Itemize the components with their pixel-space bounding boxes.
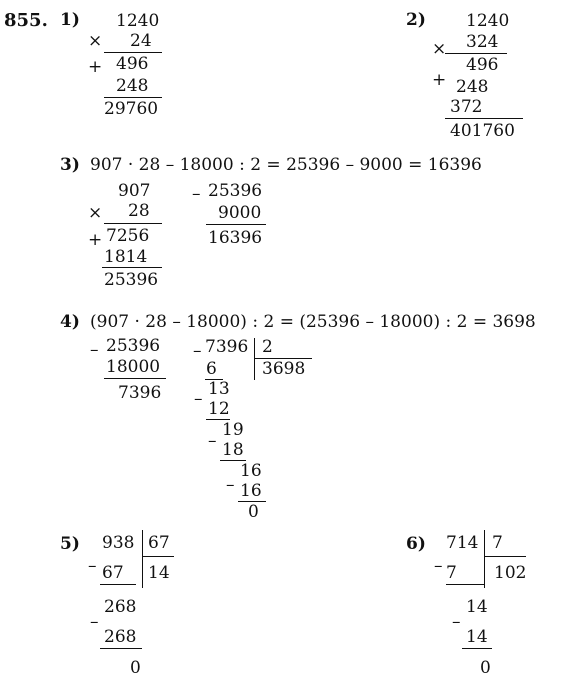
- plus-sign: +: [88, 230, 103, 250]
- p4-step-2: 13: [208, 379, 230, 399]
- p1-line-1: [104, 52, 162, 53]
- minus-sign: –: [193, 341, 202, 361]
- p4-step-1: 6: [206, 359, 217, 379]
- minus-sign: –: [194, 389, 203, 409]
- p2-line-2: [445, 118, 523, 119]
- plus-sign: +: [88, 57, 103, 77]
- p3-mul-result: 25396: [104, 270, 159, 290]
- p4-step-4: 19: [222, 420, 244, 440]
- p1-multiplicand: 1240: [116, 11, 160, 31]
- p3-sub-line: [206, 224, 266, 225]
- p4-sub-line: [104, 378, 166, 379]
- p4-step-7: 16: [240, 481, 262, 501]
- p5-remainder: 0: [130, 658, 141, 678]
- p6-step-line-1: [446, 584, 484, 585]
- p5-step-1: 67: [102, 563, 124, 583]
- p4-minuend: 25396: [106, 336, 161, 356]
- p3-multiplicand: 907: [118, 181, 151, 201]
- p1-partial-2: 248: [116, 76, 149, 96]
- p4-step-3: 12: [208, 399, 230, 419]
- p6-divisor: 7: [492, 533, 503, 553]
- p1-multiplier: 24: [130, 31, 152, 51]
- plus-sign: +: [432, 70, 447, 90]
- p1-partial-1: 496: [116, 54, 149, 74]
- problem-5-label: 5): [60, 534, 80, 554]
- problem-3-label: 3): [60, 155, 80, 175]
- p3-equation: 907 · 28 – 18000 : 2 = 25396 – 9000 = 16396: [90, 155, 482, 175]
- p5-division-bar: [142, 530, 143, 588]
- p6-division-bar: [484, 530, 485, 588]
- p4-equation: (907 · 28 – 18000) : 2 = (25396 – 18000) : 2 = 3698: [90, 312, 536, 332]
- p5-step-line-1: [100, 584, 136, 585]
- p6-dividend: 714: [446, 533, 479, 553]
- minus-sign: –: [90, 612, 99, 632]
- p6-step-1: 7: [446, 563, 457, 583]
- p2-partial-2: 248: [456, 77, 489, 97]
- minus-sign: –: [208, 431, 217, 451]
- p3-line-1: [104, 223, 162, 224]
- p5-divisor: 67: [148, 533, 170, 553]
- p3-partial-1: 7256: [106, 226, 150, 246]
- p2-partial-3: 372: [450, 97, 483, 117]
- problem-4-label: 4): [60, 312, 80, 332]
- p2-result: 401760: [450, 121, 515, 141]
- p4-sub-result: 7396: [118, 383, 162, 403]
- p1-line-2: [104, 97, 162, 98]
- problem-1-label: 1): [60, 10, 80, 30]
- p4-divisor: 2: [262, 337, 273, 357]
- problem-number: 855.: [4, 10, 48, 31]
- p4-dividend: 7396: [205, 337, 249, 357]
- multiply-sign: ×: [88, 31, 103, 51]
- p3-partial-2: 1814: [104, 247, 148, 267]
- p3-multiplier: 28: [128, 201, 150, 221]
- minus-sign: –: [226, 475, 235, 495]
- p4-remainder: 0: [248, 502, 259, 522]
- p6-step-3: 14: [466, 627, 488, 647]
- minus-sign: –: [434, 556, 443, 576]
- p6-step-2: 14: [466, 597, 488, 617]
- p4-division-bar: [254, 338, 255, 380]
- minus-sign: –: [452, 612, 461, 632]
- p4-subtrahend: 18000: [106, 357, 161, 377]
- p5-divisor-line: [142, 556, 174, 557]
- minus-sign: –: [192, 184, 201, 204]
- p6-quotient: 102: [494, 563, 527, 583]
- p4-quotient: 3698: [262, 359, 306, 379]
- p4-step-5: 18: [222, 440, 244, 460]
- p5-dividend: 938: [102, 533, 135, 553]
- p2-multiplier: 324: [466, 32, 499, 52]
- problem-2-label: 2): [406, 10, 426, 30]
- p2-line-1: [445, 53, 507, 54]
- p2-partial-1: 496: [466, 55, 499, 75]
- problem-6-label: 6): [406, 534, 426, 554]
- p6-divisor-line: [484, 556, 526, 557]
- p3-minuend: 25396: [208, 181, 263, 201]
- p5-step-3: 268: [104, 627, 137, 647]
- multiply-sign: ×: [432, 39, 447, 59]
- minus-sign: –: [90, 340, 99, 360]
- p5-step-2: 268: [104, 597, 137, 617]
- p3-line-2: [102, 267, 162, 268]
- multiply-sign: ×: [88, 203, 103, 223]
- p5-step-line-2: [100, 648, 142, 649]
- minus-sign: –: [88, 556, 97, 576]
- p2-multiplicand: 1240: [466, 11, 510, 31]
- p3-sub-result: 16396: [208, 228, 263, 248]
- p4-step-6: 16: [240, 461, 262, 481]
- p6-step-line-2: [462, 648, 492, 649]
- p5-quotient: 14: [148, 563, 170, 583]
- p6-remainder: 0: [480, 658, 491, 678]
- p3-subtrahend: 9000: [218, 203, 262, 223]
- p1-result: 29760: [104, 99, 159, 119]
